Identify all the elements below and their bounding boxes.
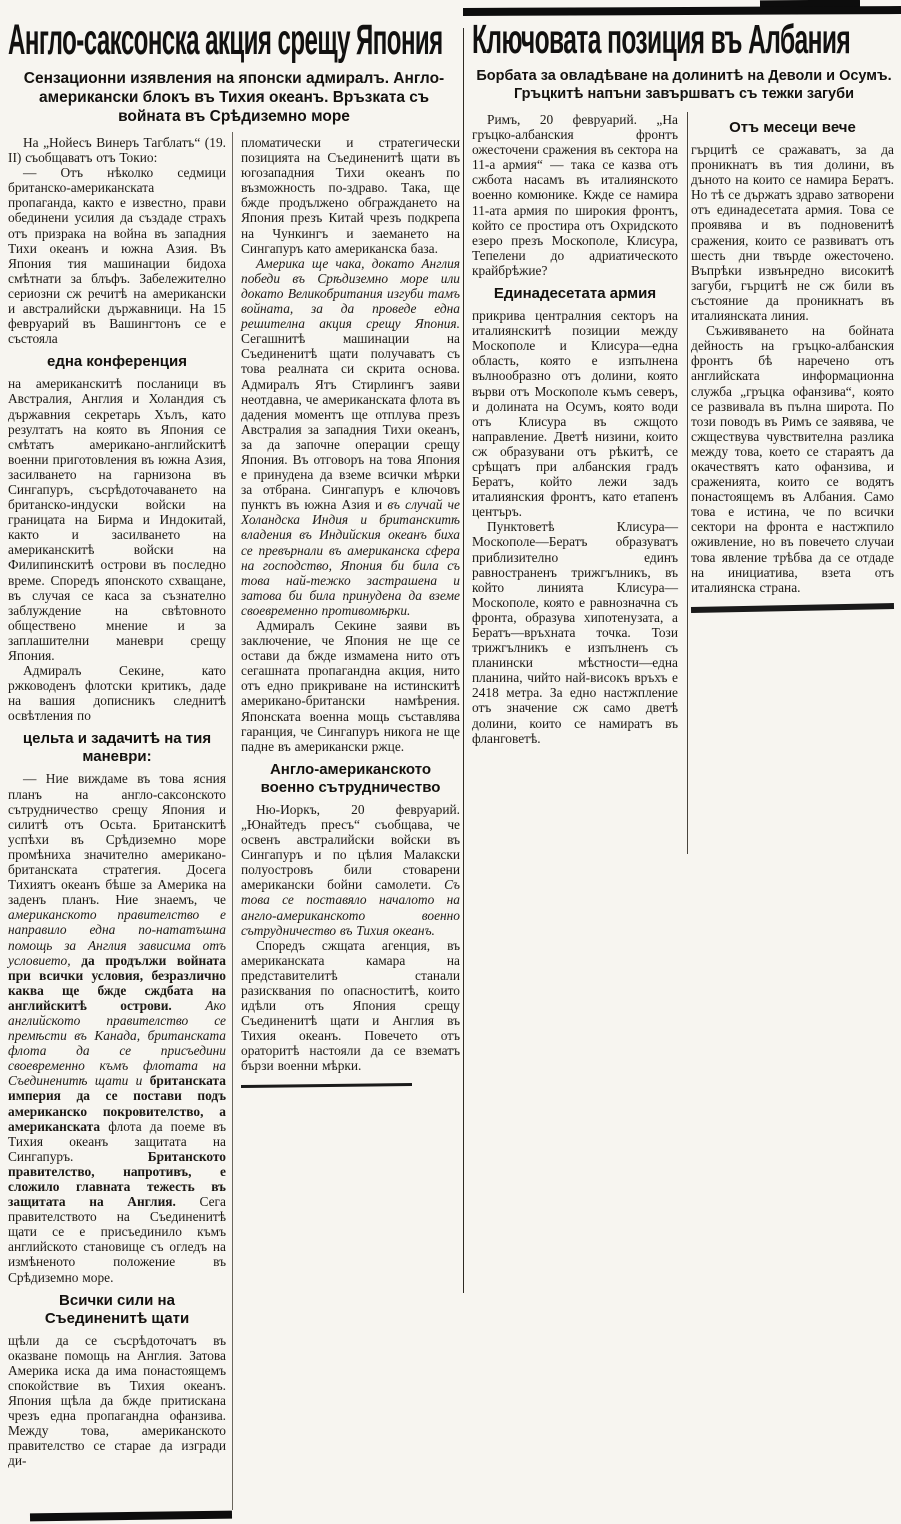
section-heading: цельта и задачитѣ на тия маневри: [22, 730, 212, 766]
text-run: въ случай че Холандска Индия и британскитѣ владения въ Индийския океанъ биха се превърнали въ американска сфера на господство, Япония би била съ това най-тежко застрашена и затова би била принудена да вземе своевременно противомѣрки. [241, 497, 460, 618]
section-heading: една конференция [47, 353, 187, 371]
article-columns [8, 135, 460, 1469]
section-heading: Англо-американското военно сътрудничество [260, 760, 441, 796]
section-heading: Единадесетата армия [493, 285, 657, 303]
article-albania [472, 16, 896, 746]
section-heading: Всички сили на Съединенитѣ щати [44, 1291, 190, 1327]
end-rule [691, 603, 894, 613]
text-run: Ню-Иоркъ, 20 февруарий. „Юнайтедъ пресъ“ съобщава, че освенъ австралийски войски въ Сингапуръ и по цѣлия Малакски полуостровъ били стоварени американски бойни самолети. [241, 801, 460, 893]
paragraph: На „Нойесъ Винеръ Тагблатъ“ (19. II) съобщаватъ отъ Токио: [8, 135, 226, 166]
paragraph [241, 256, 460, 618]
paragraph: прикрива централния секторъ на италиянскитѣ позиции между Москополе и Клисура—една область, която е изпълнена вълнообразно отъ долини, която върви отъ Москополе къмъ северъ, и долината на Осумъ, която води отъ Клисура въ сжщото направление. Дветѣ низини, които сж образувани отъ рѣкитѣ, се срѣщатъ при албанския градъ Бератъ, който лежи задъ италиянския фронтъ, като етапенъ центъръ. [472, 308, 678, 520]
end-rule [241, 1082, 412, 1087]
text-run: Британското правителство, напротивъ, е сложило главната тежесть въ защитата на Англия. [8, 1148, 226, 1210]
paragraph: Пунктоветѣ Клисура—Москополе—Бератъ образуватъ приблизително единъ равностраненъ трижгълникъ, въ който линията Клисура—Москополе, която е равнозначна съ фронта, образува хипотенузата, а Бератъ—връхната точка. Този трижгълникъ е изпълненъ съ планински мѣстности—една планина, чийто най-високъ връхъ е 2418 метра. За едно настжпление отъ значение сж само дветѣ долини, които се намиратъ въ фланговетѣ. [472, 519, 678, 746]
section-heading: Отъ месеци вече [729, 119, 856, 136]
scan-mark-bottom-rule [30, 1511, 232, 1522]
headline-text: Ключовата позиция въ Албания [472, 16, 851, 62]
text-run: Сегашнитѣ машинации на Съединенитѣ щати получаватъ съ това реалната си скрита основа. Адмиралъ Ятъ Стирлингъ заяви неотдавна, че американската флота въ дадения моментъ ще отплува презъ Австралия за западния Тихи океанъ, за да започне операции срещу Япония. Въ отговоръ на това Япония е принудена да вземе всички мѣрки за отбрана. Сингапуръ е ключовъ пунктъ въ южна Азия и [241, 331, 460, 513]
paragraph: на американскитѣ посланици въ Австралия, Англия и Холандия съ държавния секретарь Хълъ, като резултатъ на която въ Япония се смѣтатъ американо-английскитѣ военни приготовления въ южна Азия, засилването на гарнизона въ Сингапуръ, съсрѣдоточаването на британско-индуски войски на границата на Бирма и Индокитай, както и засилването на американскитѣ войски на Филипинскитѣ острови въ последно време. Споредъ японското схващане, въ случая се каса за съзнателно заблуждение на свѣтовното обществено мнение и за заплашителни маневри срещу Япония. [8, 376, 226, 663]
text-run: флота да поеме въ Тихия океанъ защитата на Сингапуръ. [8, 1118, 226, 1164]
text-run: да продължи войната при всички условия, безразлично каква ще бжде сждбата на английскитѣ острови. [8, 952, 226, 1013]
article-divider [463, 28, 464, 1293]
scan-mark-top-rule [463, 6, 901, 16]
article-subheadline: Сензационни изявления на японски адмиралъ. Англо-американски блокъ въ Тихия океанъ. Връзката съ войната въ Срѣдиземно море [23, 70, 445, 125]
text-run: американското правителство е направило една по-нататъшна помощь за Англия зависима отъ условието, [8, 907, 226, 968]
text-run: Ако английското правителство се премѣсти въ Канада, британската флота да се присъедини своевременно къмъ флотата на Съединенитѣ щати и [8, 997, 226, 1089]
paragraph: Споредъ сжщата агенция, въ американската камара на представителитѣ станали разисквания по опасноститѣ, които идѣли отъ Япония срещу Съединенитѣ щати и Англия въ Тихия океанъ. Повечето отъ ораторитѣ настояли да се взематъ бързи военни мѣрки. [241, 937, 460, 1074]
paragraph: Адмиралъ Секине заяви въ заключение, че Япония не ще се остави да бжде измамена нито отъ сегашната пропагандна акция, нито отъ едно прикриване на истинскитѣ американо-британски намѣрения. Японската военна мощь съставлява гаранция, че Сингапуръ никога не ще падне въ американски ржце. [241, 618, 460, 754]
paragraph: гърцитѣ се сражаватъ, за да проникнатъ въ тия долини, въ дъното на които се намира Бератъ. Но тѣ се държатъ здраво затворени отъ единадесетата армия. Това се проявява и въ подновенитѣ сражения, които се развиватъ отъ шесть дни твърде ожесточено. Въпрѣки извънредно високитѣ загуби, гърцитѣ не сж били въ състояние да проникнатъ въ италиянската линия. [691, 142, 894, 324]
article-column [472, 112, 678, 746]
article-column [8, 135, 226, 1469]
article-subheadline: Борбата за овладѣване на долинитѣ на Деволи и Осумъ. Гръцкитѣ напъни завършватъ съ тежки загуби [476, 68, 892, 102]
headline-text: Англо-саксонска акция срещу Япония [8, 16, 443, 64]
paragraph: щѣли да се съсрѣдоточатъ въ оказване помощь на Англия. Затова Америка иска да има понастоящемъ спокойствие въ Тихия океанъ. Япония щѣла да бжде притискана чрезъ една пропагандна офанзива. Между това, американското правителство се старае да изгради ди- [8, 1332, 226, 1469]
paragraph: Адмиралъ Секине, като ржководенъ флотски критикъ, даде на вашия дописникъ следнитѣ освѣтления по [8, 663, 226, 724]
article-headline [8, 16, 460, 65]
text-run: британската империя да се постави подъ американско покровителство, а американската [8, 1073, 226, 1134]
paragraph: пломатически и стратегически позицията на Съединенитѣ щати въ югозападния Тихи океанъ по възможность по-здраво. Така, ще бжде продължено обграждането на Япония презъ Китай чрезъ подкрепа на Чункингъ и заемането на Сингапуръ като американска база. [241, 135, 460, 256]
text-run: Сега правителството на Съединенитѣ щати се е присъединило къмъ английското становище съ огледъ на измѣненото положение въ Срѣдиземно море. [8, 1194, 226, 1285]
article-column [241, 135, 460, 1469]
article-columns [472, 112, 896, 746]
paragraph: Римъ, 20 февруарий. „На гръцко-албанския фронтъ ожесточени сражения въ сектора на 11-а армия“ — така се казва отъ сжбота насамъ въ италиянското военно комюнике. Кжде се намира 11-ата армия по широкия фронтъ, който се простира отъ Охридското езеро презъ Москополе, Клисура, Тепелени до адриатическото крайбрѣжие? [472, 112, 678, 278]
paragraph [8, 771, 226, 1284]
text-run: — Ние виждаме въ това ясния планъ на англо-саксонското сътрудничество срещу Япония и силитѣ отъ Осьта. Британскитѣ успѣхи въ Срѣдиземно море промѣниха значително американо-британската стратегия. Досега Тихиятъ океанъ бѣше за Америка на заденъ планъ. Ние знаемъ, че [8, 771, 226, 908]
article-headline [472, 16, 896, 63]
text-run: Съ това се поставяло началото на англо-американското военно сътрудничество въ Тихия океанъ. [241, 877, 460, 938]
paragraph: Съживяването на бойната дейность на гръцко-албанския фронтъ бѣ наречено отъ английската информационна служба „гръцка офанзива“, която се развивала въ пълна широта. По този поводъ въ Римъ се заявява, че сжществува чувствителна разлика между това, което се стараятъ да окачествятъ като офанзива, и сраженията, които се водятъ понастоящемъ въ Албания. Само това е истина, че по всички сектори на фронта е настжпило оживление, но въ повечето случаи това явление трѣбва да се отдаде на инициатива, взета отъ италиянска страна. [691, 323, 894, 595]
article-column [691, 112, 894, 746]
article-japan [8, 16, 460, 1469]
paragraph: — Отъ нѣколко седмици британско-американската пропаганда, както е известно, прави обединени усилия да създаде страхъ отъ призрака на война въ западния Тихи океанъ и южна Азия. Въ Япония тия машинации бидоха смѣтнати за блъфъ. Забележително сериозни сж речитѣ на американски и австралийски държавници. На 15 февруарий въ Вашингтонъ се е състояла [8, 165, 226, 347]
text-run: Америка ще чака, докато Англия победи въ Срѣдиземно море или докато Великобритания изгуби тамъ войната, за да проведе една решителна акция срещу Япония. [241, 255, 460, 332]
paragraph [241, 802, 460, 938]
